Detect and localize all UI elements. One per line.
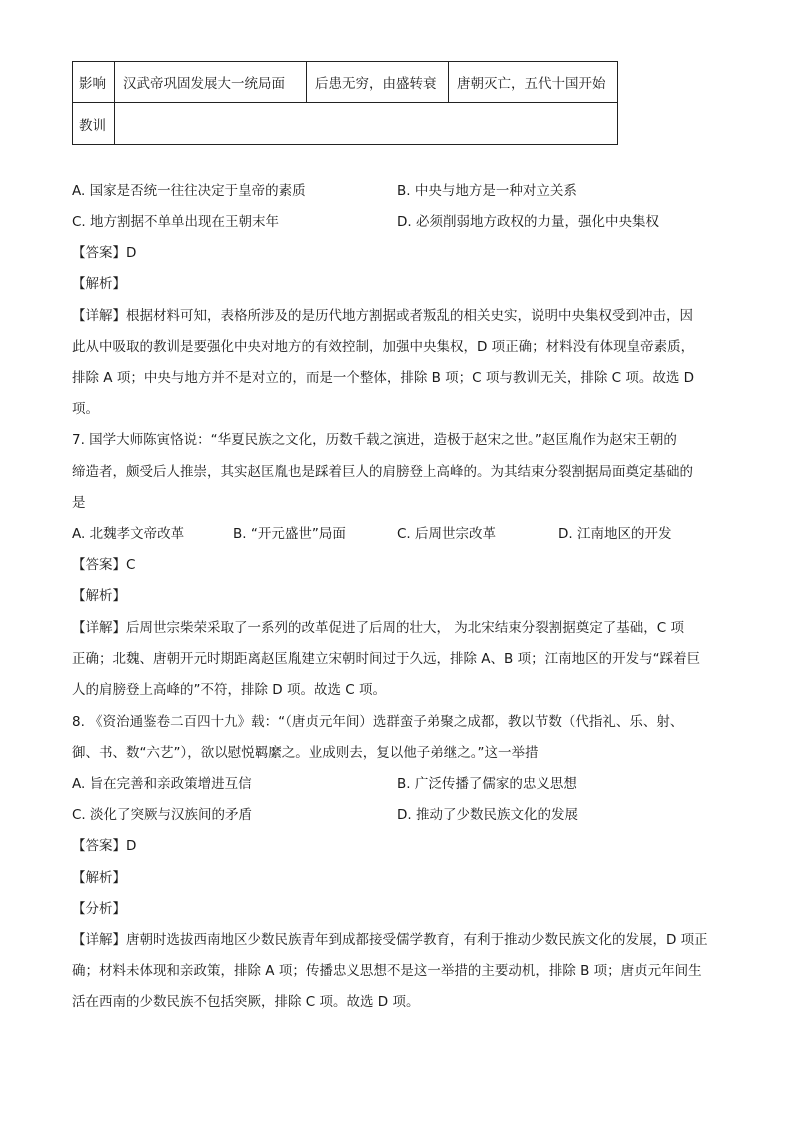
table-row: [73, 62, 618, 103]
q6-option-d: D. 必须削弱地方政权的力量，强化中央集权: [397, 214, 659, 230]
table-row-header: 教训: [73, 103, 115, 145]
q6-detail-line: 【详解】根据材料可知，表格所涉及的是历代地方割据或者叛乱的相关史实，说明中央集权受到冲击，因: [72, 308, 693, 324]
history-table: [72, 61, 618, 145]
q7-answer: 【答案】C: [72, 557, 136, 573]
q6-option-a: A. 国家是否统一往往决定于皇帝的素质: [72, 183, 306, 199]
q7-stem-line: 7. 国学大师陈寅恪说：“华夏民族之文化，历数千载之演进，造极于赵宋之世。”赵匡胤作为赵宋王朝的: [72, 432, 677, 448]
q8-stem-line: 8. 《资治通鉴卷二百四十九》载：“（唐贞元年间）选群蛮子弟聚之成都，教以节数（代指礼、乐、射、: [72, 714, 684, 730]
q6-option-c: C. 地方割据不单单出现在王朝末年: [72, 214, 280, 230]
q8-stem-line: 御、书、数“六艺”），欲以慰悦羁縻之。业成则去，复以他子弟继之。”这一举措: [72, 745, 539, 761]
table-row-header: 影响: [73, 62, 115, 103]
q6-analysis-label: 【解析】: [72, 276, 126, 292]
q8-option-d: D. 推动了少数民族文化的发展: [397, 807, 578, 823]
q8-fenxi-label: 【分析】: [72, 901, 126, 917]
q7-stem-line: 是: [72, 495, 86, 511]
q7-option-d: D. 江南地区的开发: [558, 526, 672, 542]
q7-detail-line: 正确；北魏、唐朝开元时期距离赵匡胤建立宋朝时间过于久远，排除 A、B 项；江南地区的开发与“踩着巨: [72, 651, 701, 667]
table-cell: 汉武帝巩固发展大一统局面: [115, 62, 307, 103]
q6-answer: 【答案】D: [72, 245, 137, 261]
q8-option-b: B. 广泛传播了儒家的忠义思想: [397, 776, 577, 792]
q6-detail-line: 此从中吸取的教训是要强化中央对地方的有效控制，加强中央集权，D 项正确；材料没有体现皇帝素质，: [72, 339, 695, 355]
table-cell: 唐朝灭亡，五代十国开始: [449, 62, 618, 103]
q8-detail-line: 【详解】唐朝时选拔西南地区少数民族青年到成都接受儒学教育，有利于推动少数民族文化的发展，D 项正: [72, 932, 708, 948]
q8-detail-line: 确；材料未体现和亲政策，排除 A 项；传播忠义思想不是这一举措的主要动机，排除 B 项；唐贞元年间生: [72, 963, 702, 979]
q6-detail-line: 排除 A 项；中央与地方并不是对立的，而是一个整体，排除 B 项；C 项与教训无关，排除 C 项。故选 D: [72, 370, 695, 386]
q6-detail-line: 项。: [72, 401, 99, 417]
q7-option-c: C. 后周世宗改革: [397, 526, 497, 542]
q8-option-a: A. 旨在完善和亲政策增进互信: [72, 776, 252, 792]
q7-stem-line: 缔造者，颇受后人推崇，其实赵匡胤也是踩着巨人的肩膀登上高峰的。为其结束分裂割据局面奠定基础的: [72, 464, 693, 480]
q7-option-b: B. “开元盛世”局面: [233, 526, 346, 542]
q8-detail-line: 活在西南的少数民族不包括突厥，排除 C 项。故选 D 项。: [72, 994, 420, 1010]
q6-option-b: B. 中央与地方是一种对立关系: [397, 183, 577, 199]
q7-detail-line: 【详解】后周世宗柴荣采取了一系列的改革促进了后周的壮大， 为北宋结束分裂割据奠定了基础，C 项: [72, 620, 685, 636]
table-cell: 后患无穷，由盛转衰: [307, 62, 449, 103]
q7-detail-line: 人的肩膀登上高峰的”不符，排除 D 项。故选 C 项。: [72, 682, 386, 698]
q8-option-c: C. 淡化了突厥与汉族间的矛盾: [72, 807, 253, 823]
table-cell: [115, 103, 618, 145]
q8-analysis-label: 【解析】: [72, 870, 126, 886]
q7-option-a: A. 北魏孝文帝改革: [72, 526, 185, 542]
table-row: [73, 103, 618, 145]
q8-answer: 【答案】D: [72, 838, 137, 854]
q7-analysis-label: 【解析】: [72, 588, 126, 604]
